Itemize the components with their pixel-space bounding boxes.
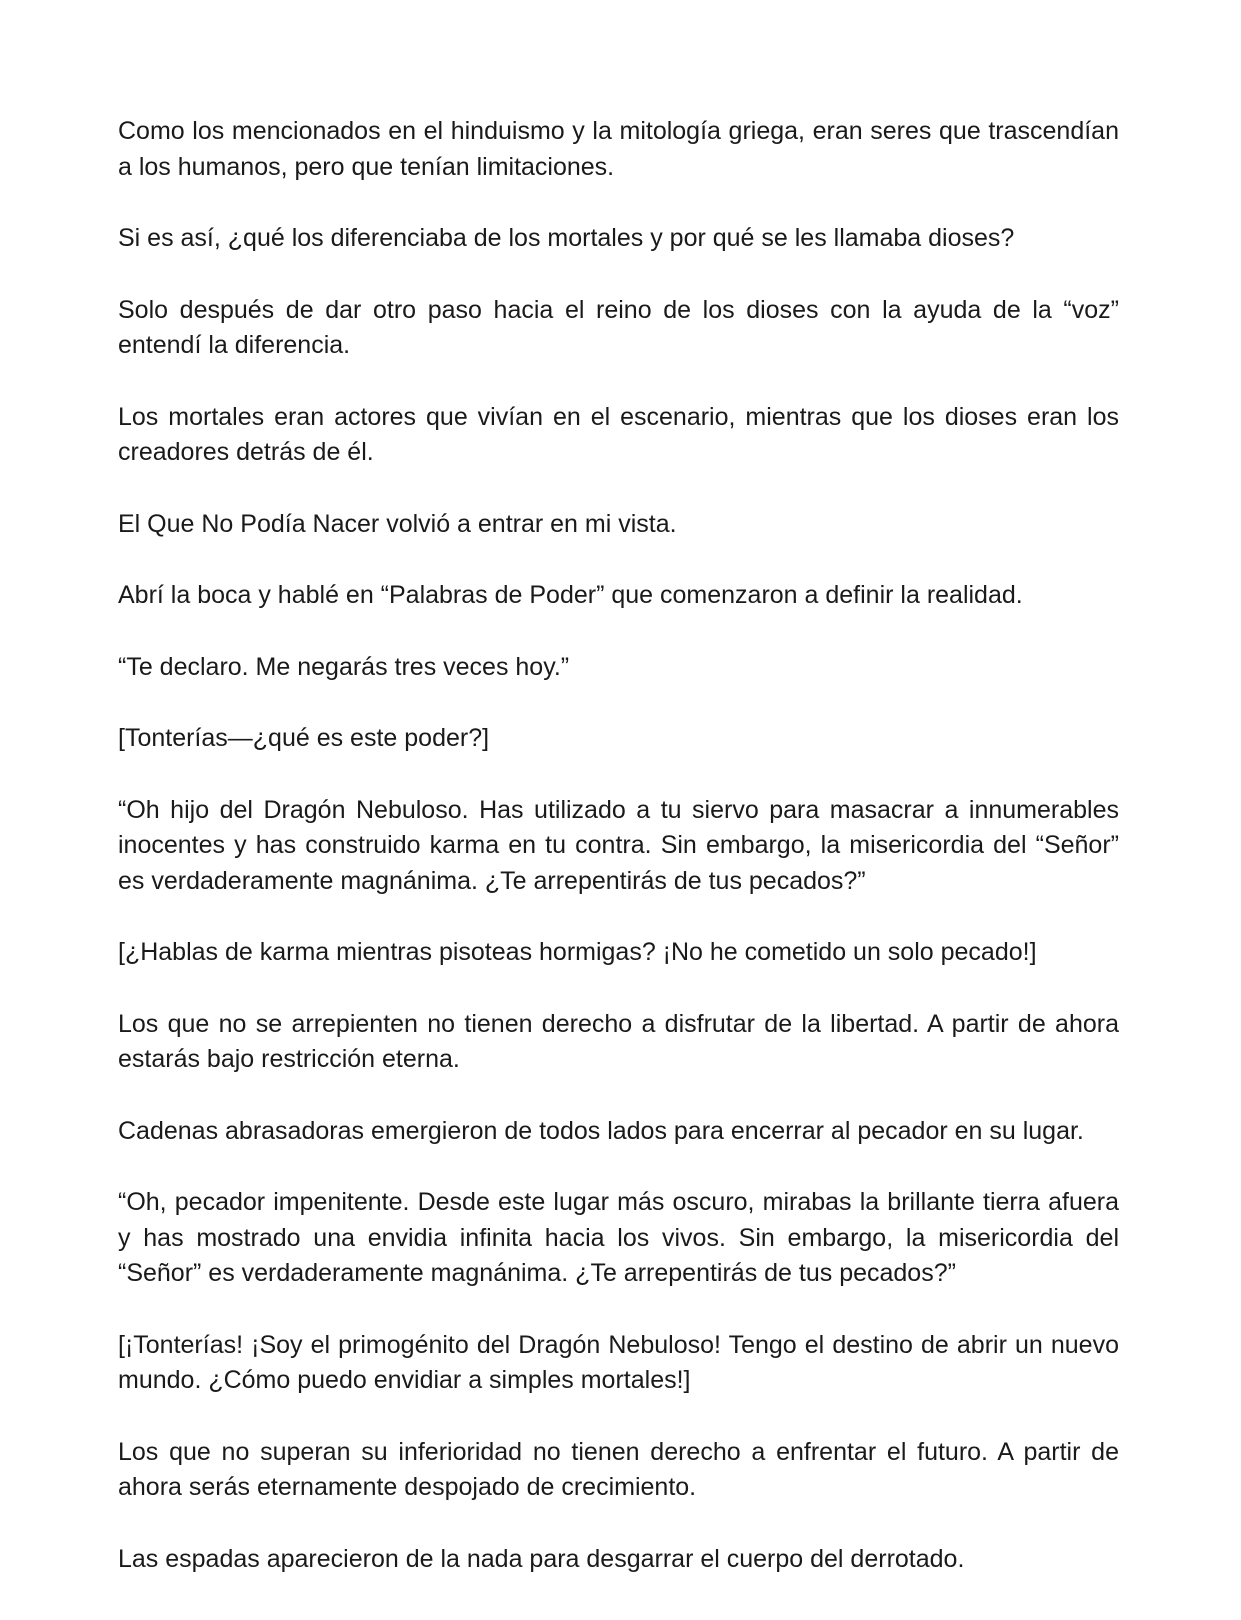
paragraph-11: Los que no se arrepienten no tienen derecho a disfrutar de la libertad. A partir de ahora estarás bajo restricción eterna. (118, 1009, 1119, 1073)
paragraph-13: “Oh, pecador impenitente. Desde este lugar más oscuro, mirabas la brillante tierra afuera y has mostrado una envidia infinita hacia los vivos. Sin embargo, la misericordia del “Señor” es verdaderamente magnánima. ¿Te arrepentirás de tus pecados?” (118, 1188, 1119, 1287)
paragraph-12: Cadenas abrasadoras emergieron de todos lados para encerrar al pecador en su lugar. (118, 1116, 1084, 1145)
paragraph-10: [¿Hablas de karma mientras pisoteas hormigas? ¡No he cometido un solo pecado!] (118, 938, 1037, 966)
paragraph-15: Los que no superan su inferioridad no tienen derecho a enfrentar el futuro. A partir de ahora serás eternamente despojado de crecimiento. (118, 1437, 1119, 1501)
paragraph-7: “Te declaro. Me negarás tres veces hoy.” (118, 652, 570, 681)
paragraph-2: Si es así, ¿qué los diferenciaba de los mortales y por qué se les llamaba dioses? (118, 224, 1015, 252)
paragraph-3: Solo después de dar otro paso hacia el reino de los dioses con la ayuda de la “voz” entendí la diferencia. (118, 295, 1119, 359)
paragraph-6: Abrí la boca y hablé en “Palabras de Poder” que comenzaron a definir la realidad. (118, 581, 1023, 609)
paragraph-5: El Que No Podía Nacer volvió a entrar en mi vista. (118, 509, 677, 538)
paragraph-1: Como los mencionados en el hinduismo y la mitología griega, eran seres que trascendían a los humanos, pero que tenían limitaciones. (118, 117, 1119, 181)
paragraph-14: [¡Tonterías! ¡Soy el primogénito del Dragón Nebuloso! Tengo el destino de abrir un nuevo mundo. ¿Cómo puedo envidiar a simples mortales!] (118, 1330, 1119, 1394)
paragraph-16: Las espadas aparecieron de la nada para desgarrar el cuerpo del derrotado. (118, 1544, 965, 1573)
paragraph-4: Los mortales eran actores que vivían en el escenario, mientras que los dioses eran los creadores detrás de él. (118, 402, 1119, 466)
paragraph-9: “Oh hijo del Dragón Nebuloso. Has utilizado a tu siervo para masacrar a innumerables inocentes y has construido karma en tu contra. Sin embargo, la misericordia del “Señor” es verdaderamente magnánima. ¿Te arrepentirás de tus pecados?” (118, 795, 1119, 895)
paragraph-8: [Tonterías—¿qué es este poder?] (118, 724, 490, 752)
